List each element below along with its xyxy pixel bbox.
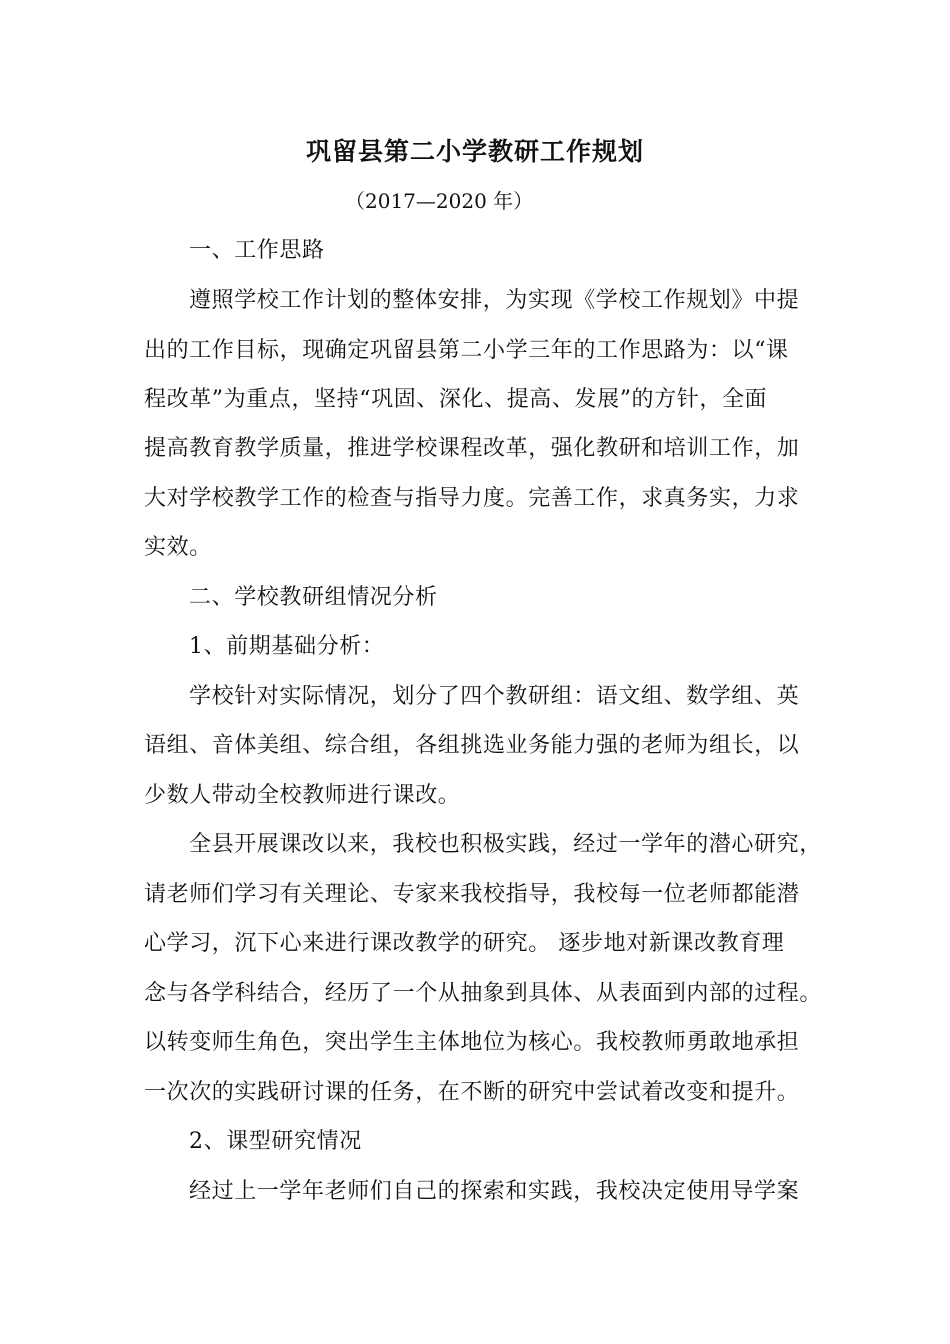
section-heading-2: 二、学校教研组情况分析 [189,585,438,610]
paragraph-line: 少数人带动全校教师进行课改。 [144,783,461,808]
paragraph-line: 出的工作目标，现确定巩留县第二小学三年的工作思路为：以“课 [144,338,789,363]
paragraph-line: 语组、音体美组、综合组，各组挑选业务能力强的老师为组长，以 [144,733,800,758]
paragraph-line: 经过上一学年老师们自己的探索和实践，我校决定使用导学案 [189,1179,800,1204]
paragraph-line: 实效。 [144,535,212,560]
subsection-heading-2: 2、课型研究情况 [189,1129,362,1154]
paragraph-line: 以转变师生角色，突出学生主体地位为核心。我校教师勇敢地承担 [144,1030,800,1055]
paragraph-line: 心学习，沉下心来进行课改教学的研究。 逐步地对新课改教育理 [144,931,785,956]
paragraph-line: 遵照学校工作计划的整体安排，为实现《学校工作规划》中提 [189,288,800,313]
document-subtitle: （2017—2020 年） [345,189,534,213]
paragraph-line: 学校针对实际情况，划分了四个教研组：语文组、数学组、英 [189,684,800,709]
paragraph-line: 全县开展课改以来，我校也积极实践，经过一学年的潜心研究， [189,832,822,857]
subsection-heading-1: 1、前期基础分析： [189,634,385,659]
document-title: 巩留县第二小学教研工作规划 [305,137,644,166]
paragraph-line: 念与各学科结合，经历了一个从抽象到具体、从表面到内部的过程。 [144,981,823,1006]
section-heading-1: 一、工作思路 [189,238,325,263]
paragraph-line: 大对学校教学工作的检查与指导力度。完善工作，求真务实，力求 [144,486,800,511]
paragraph-line: 请老师们学习有关理论、专家来我校指导，我校每一位老师都能潜 [144,882,800,907]
paragraph-line: 一次次的实践研讨课的任务，在不断的研究中尝试着改变和提升。 [144,1080,800,1105]
paragraph-line: 提高教育教学质量，推进学校课程改革，强化教研和培训工作，加 [144,436,800,461]
paragraph-line: 程改革”为重点，坚持“巩固、深化、提高、发展”的方针，全面 [144,387,768,412]
